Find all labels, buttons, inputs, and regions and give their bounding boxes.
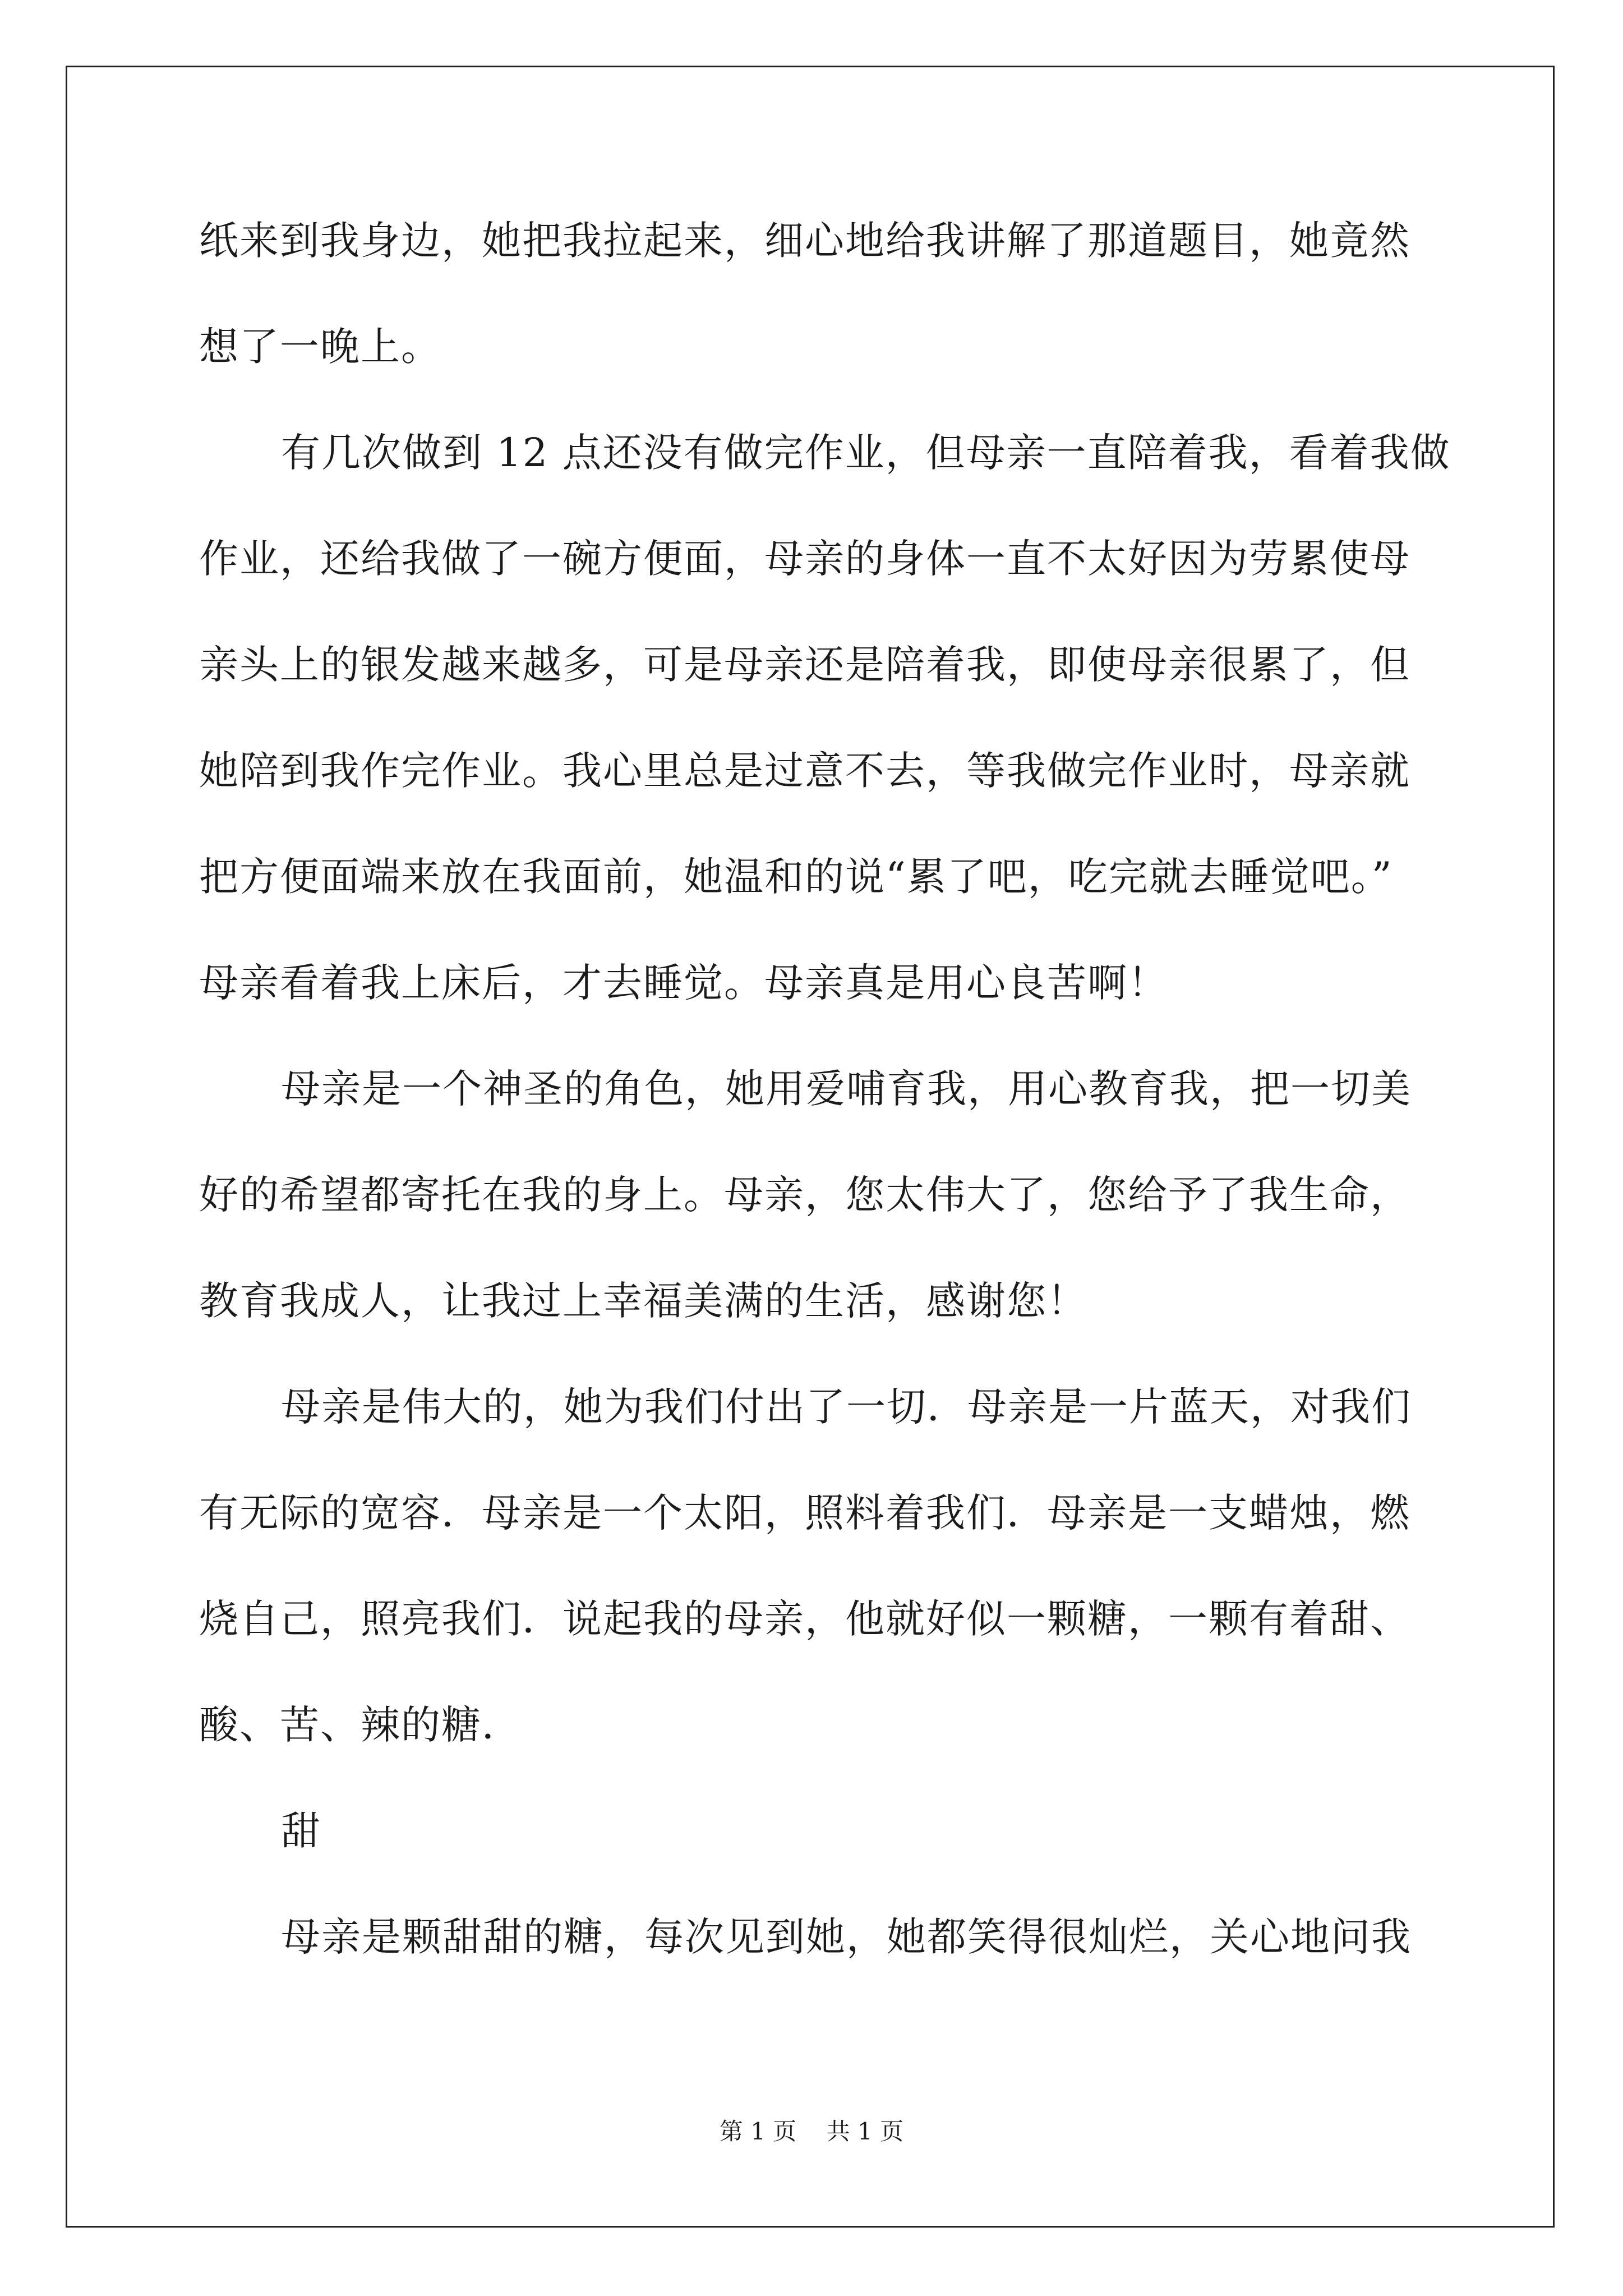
text-line: 想了一晚上。 bbox=[199, 324, 441, 370]
section-heading: 甜 bbox=[281, 1808, 321, 1854]
page-border bbox=[66, 66, 1555, 2228]
paragraph-start-line: 母亲是颗甜甜的糖，每次见到她，她都笑得很灿烂，关心地问我 bbox=[281, 1914, 1412, 1960]
page-footer: 第 1 页 共 1 页 bbox=[719, 2118, 904, 2145]
text-line: 她陪到我作完作业。我心里总是过意不去，等我做完作业时，母亲就 bbox=[199, 748, 1410, 794]
text-line: 纸来到我身边，她把我拉起来，细心地给我讲解了那道题目，她竟然 bbox=[199, 218, 1410, 264]
text-line: 有无际的宽容．母亲是一个太阳，照料着我们．母亲是一支蜡烛，燃 bbox=[199, 1490, 1410, 1536]
paragraph-start-line: 有几次做到 12 点还没有做完作业，但母亲一直陪着我，看着我做 bbox=[281, 430, 1451, 476]
text-line: 把方便面端来放在我面前，她温和的说“累了吧，吃完就去睡觉吧。” bbox=[199, 854, 1393, 900]
text-line: 作业，还给我做了一碗方便面，母亲的身体一直不太好因为劳累使母 bbox=[199, 536, 1410, 582]
paragraph-start-line: 母亲是一个神圣的角色，她用爱哺育我，用心教育我，把一切美 bbox=[281, 1066, 1412, 1112]
paragraph-start-line: 母亲是伟大的，她为我们付出了一切．母亲是一片蓝天，对我们 bbox=[281, 1384, 1412, 1430]
text-line: 烧自己，照亮我们．说起我的母亲，他就好似一颗糖，一颗有着甜、 bbox=[199, 1596, 1410, 1642]
text-line: 母亲看着我上床后，才去睡觉。母亲真是用心良苦啊！ bbox=[199, 960, 1168, 1006]
text-line: 教育我成人，让我过上幸福美满的生活，感谢您！ bbox=[199, 1278, 1087, 1324]
text-line: 亲头上的银发越来越多，可是母亲还是陪着我，即使母亲很累了，但 bbox=[199, 642, 1410, 688]
text-line: 酸、苦、辣的糖． bbox=[199, 1702, 522, 1748]
text-line: 好的希望都寄托在我的身上。母亲，您太伟大了，您给予了我生命， bbox=[199, 1172, 1410, 1218]
